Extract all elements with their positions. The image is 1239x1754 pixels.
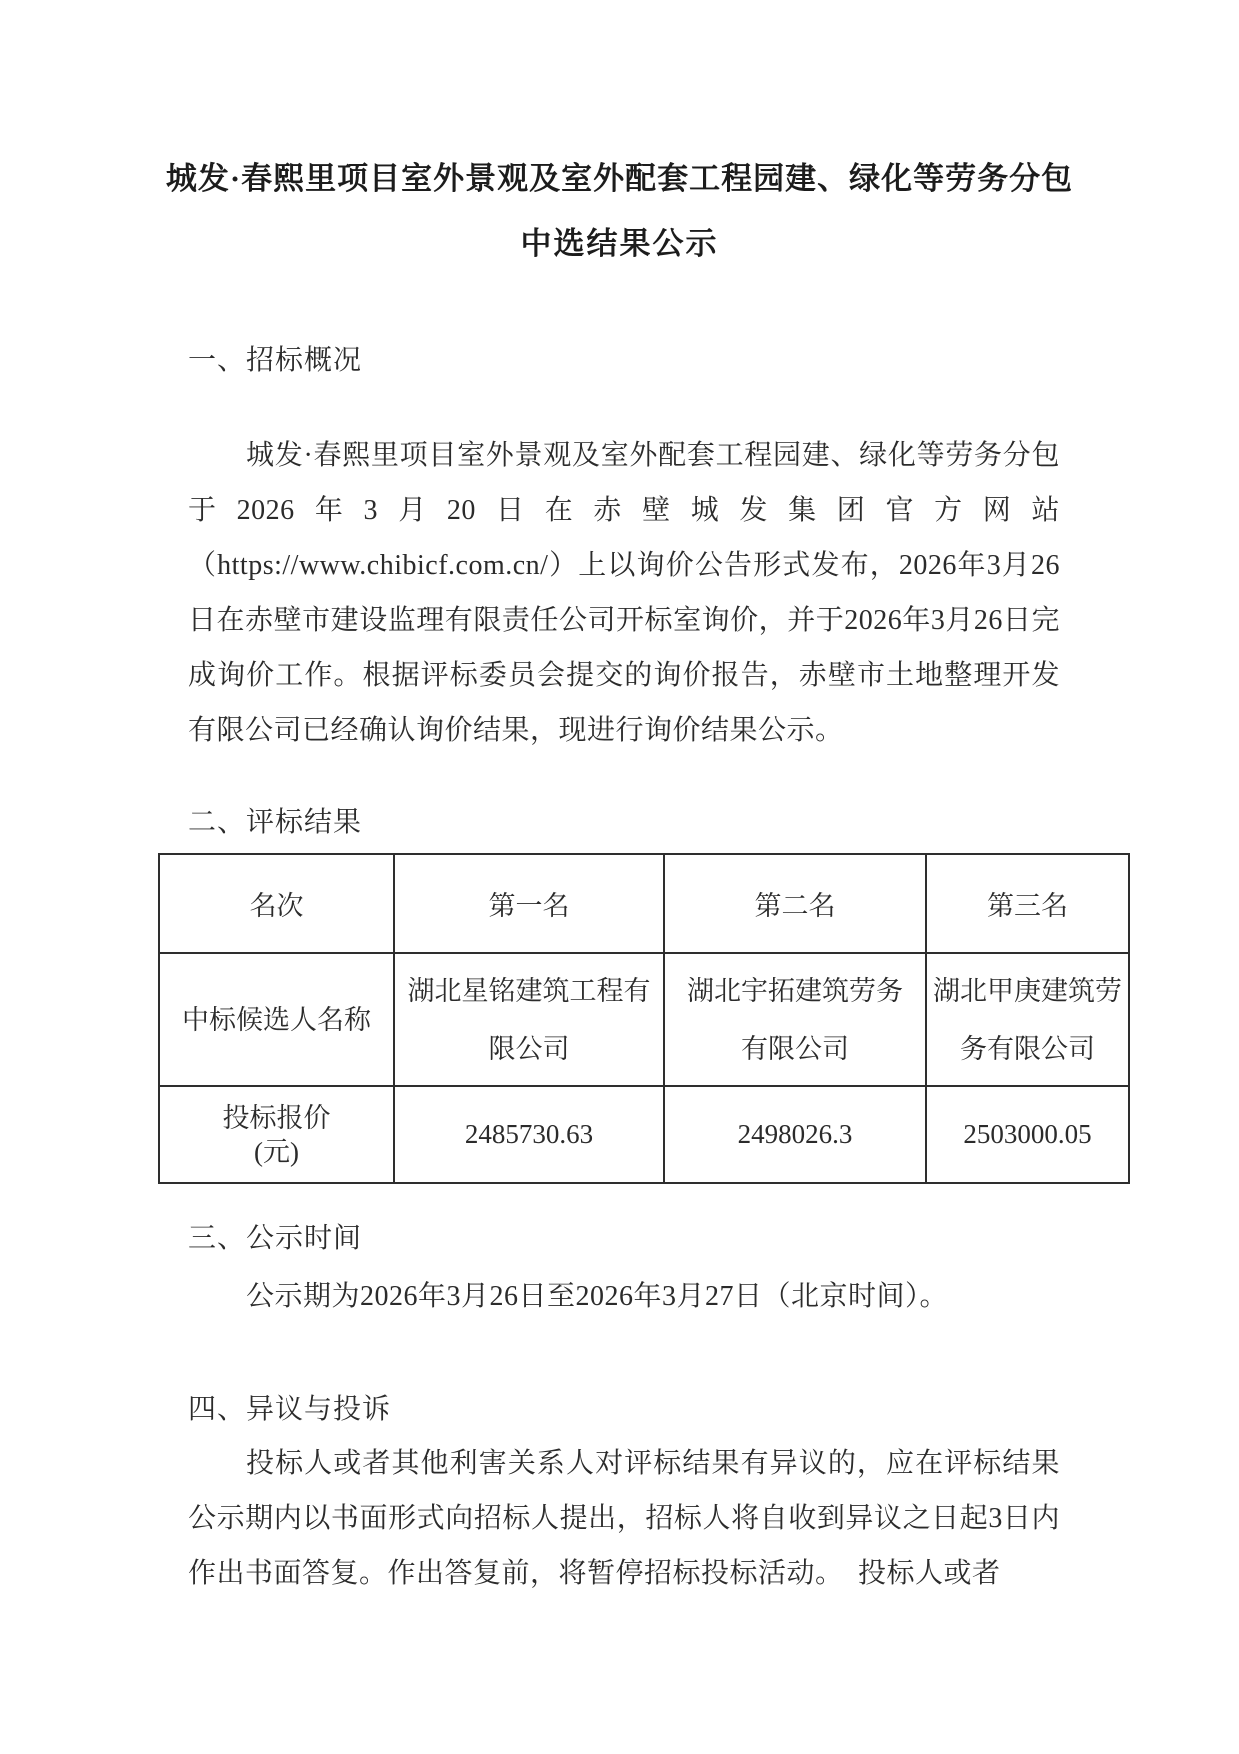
candidate-row-label: 中标候选人名称 <box>159 953 394 1086</box>
candidate-name-third: 湖北甲庚建筑劳务有限公司 <box>926 953 1129 1086</box>
price-row-label-line2: (元) <box>254 1136 299 1167</box>
results-table <box>158 853 1130 1184</box>
bid-price-second: 2498026.3 <box>664 1086 926 1183</box>
objection-paragraph: 投标人或者其他利害关系人对评标结果有异议的，应在评标结果公示期内以书面形式向招标人提出，招标人将自收到异议之日起3日内作出书面答复。作出答复前，将暂停招标投标活动。 投标人或者 <box>188 1448 1060 1589</box>
section-heading-publicity-period: 三、公示时间 <box>188 1223 363 1254</box>
header-cell-third-place: 第三名 <box>926 854 1129 953</box>
candidate-name-row <box>159 953 1129 1086</box>
title-line-1: 城发·春熙里项目室外景观及室外配套工程园建、绿化等劳务分包 <box>165 161 1074 196</box>
price-row-label <box>159 1086 394 1183</box>
document-title <box>0 0 1239 276</box>
document-body <box>0 346 1239 1601</box>
candidate-name-first: 湖北星铭建筑工程有限公司 <box>394 953 664 1086</box>
section-heading-overview: 一、招标概况 <box>188 345 363 376</box>
section-heading-objection: 四、异议与投诉 <box>188 1394 392 1425</box>
candidate-name-second: 湖北宇拓建筑劳务有限公司 <box>664 953 926 1086</box>
bid-price-third: 2503000.05 <box>926 1086 1129 1183</box>
table-header-row <box>159 854 1129 953</box>
title-line-2: 中选结果公示 <box>520 226 719 261</box>
price-row-label-line1: 投标报价 <box>222 1102 331 1133</box>
bid-price-row <box>159 1086 1129 1183</box>
overview-paragraph: 城发·春熙里项目室外景观及室外配套工程园建、绿化等劳务分包于2026年3月20日在赤壁城发集团官方网站（https://www.chibicf.com.cn/）上以询价公告形式发布，2026年3月26日在赤壁市建设监理有限责任公司开标室询价，并于2026年3月26日完成询价工作。根据评标委员会提交的询价报告，赤壁市土地整理开发有限公司已经确认询价结果，现进行询价结果公示。 <box>188 440 1060 746</box>
section-heading-results: 二、评标结果 <box>188 807 363 838</box>
bid-price-first: 2485730.63 <box>394 1086 664 1183</box>
header-cell-first-place: 第一名 <box>394 854 664 953</box>
header-cell-second-place: 第二名 <box>664 854 926 953</box>
publicity-period-paragraph: 公示期为2026年3月26日至2026年3月27日（北京时间）。 <box>246 1281 949 1312</box>
header-cell-rank: 名次 <box>159 854 394 953</box>
